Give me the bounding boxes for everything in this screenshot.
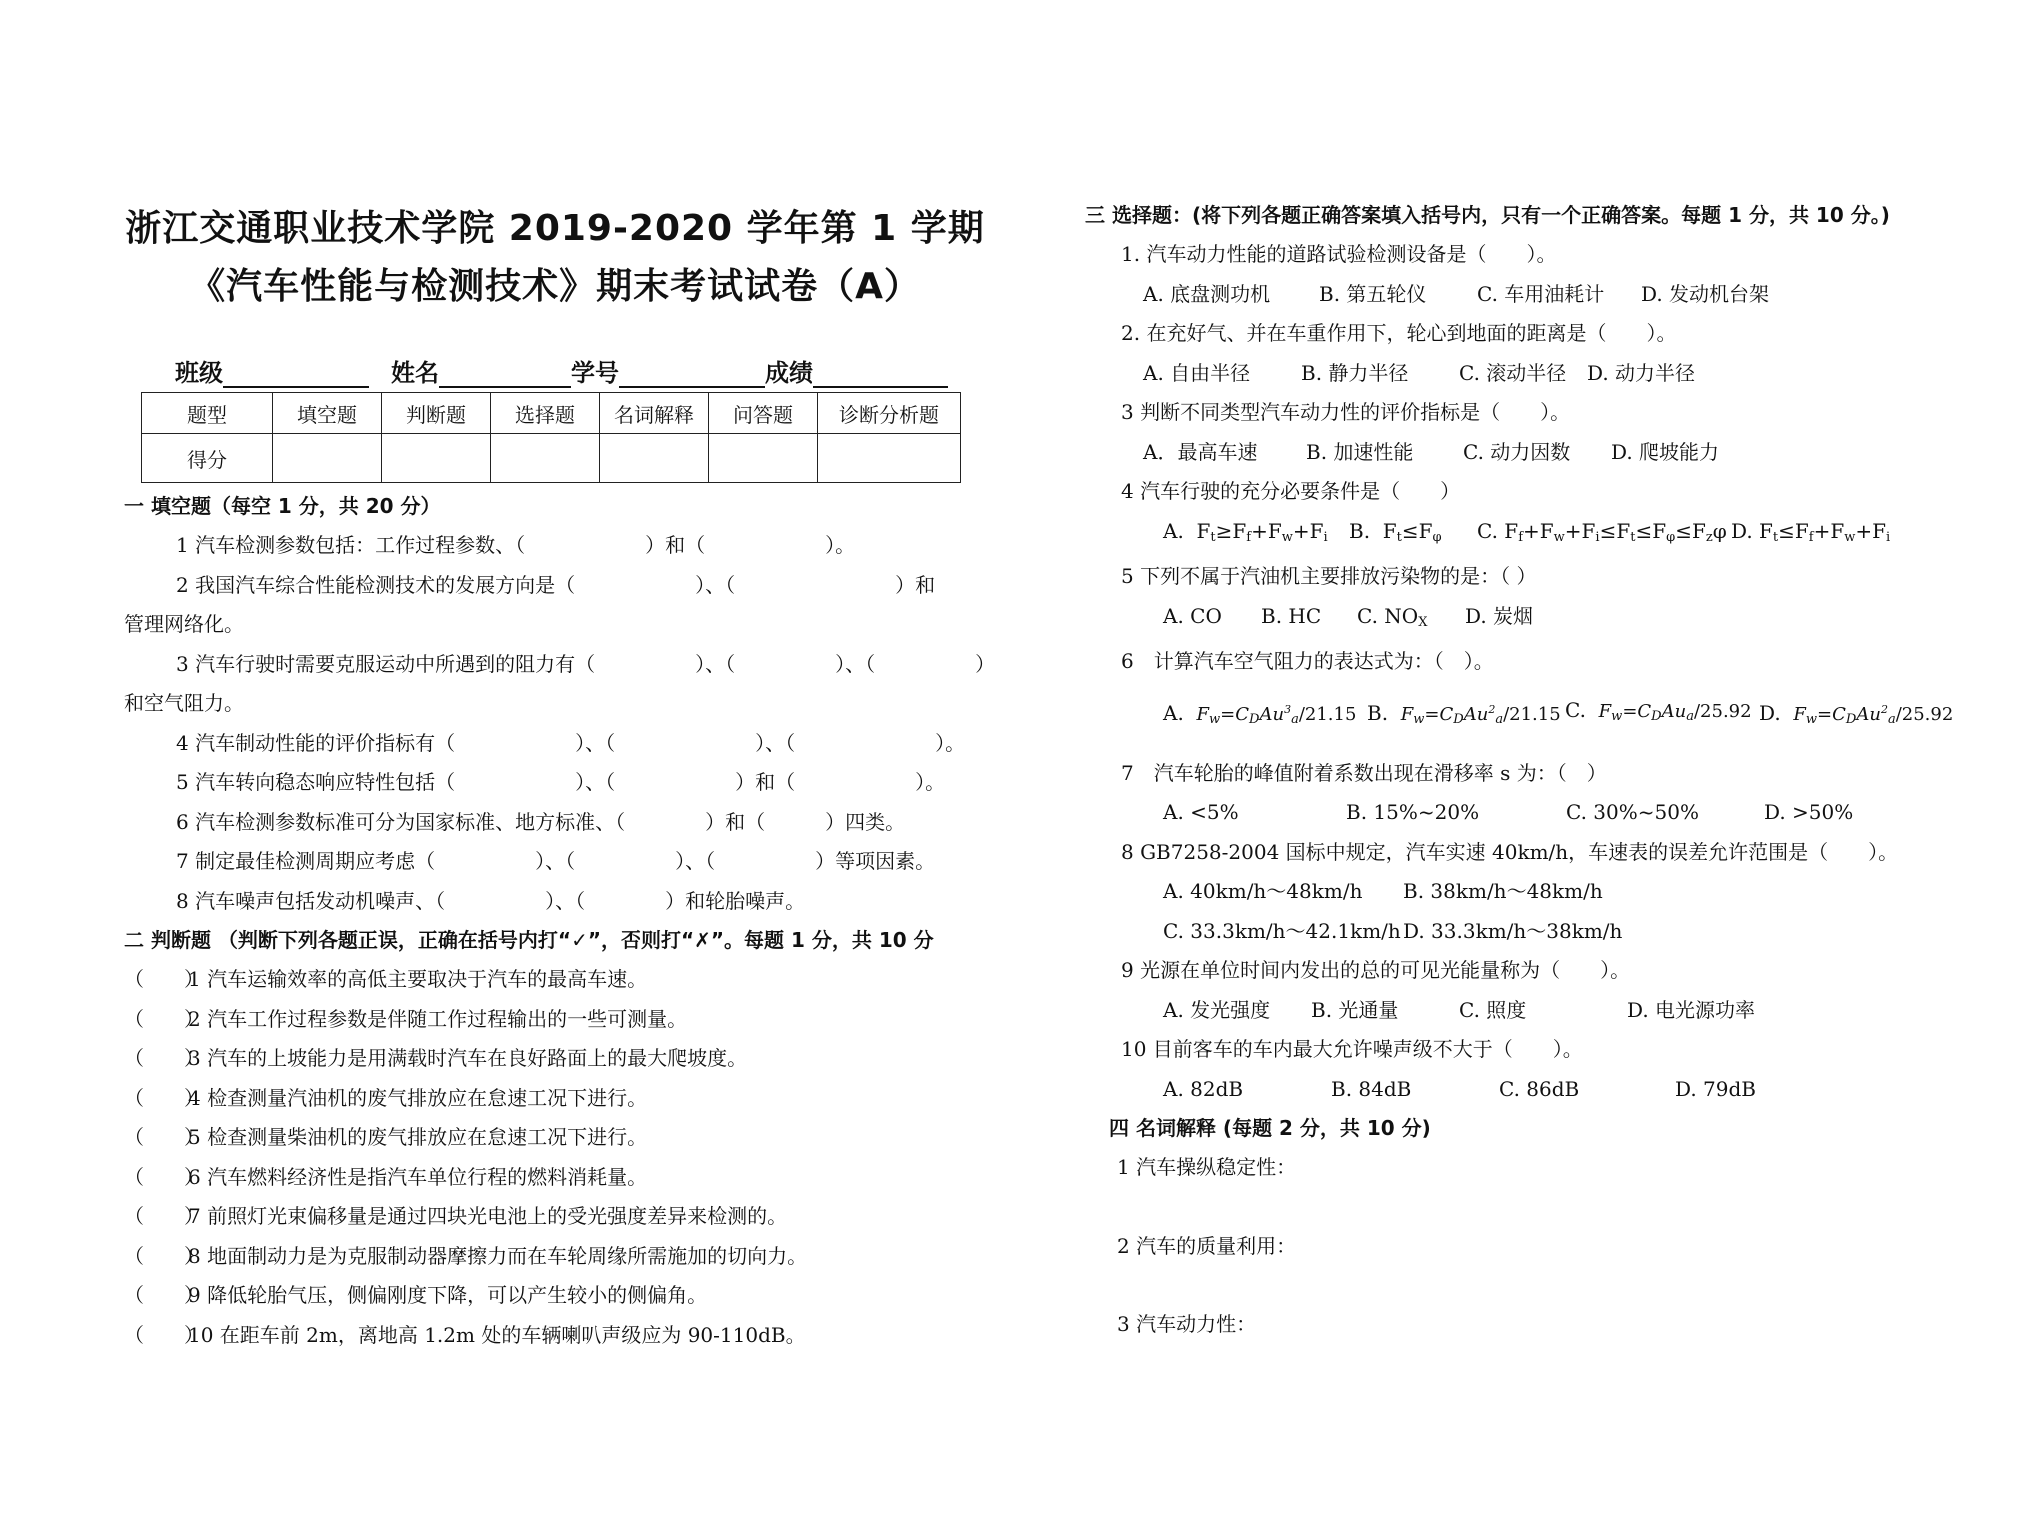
answer-paren[interactable]: （ ）: [124, 1046, 204, 1070]
tf-item: [124, 1316, 985, 1356]
section1-title: 一 填空题（每空 1 分，共 20 分）: [124, 494, 441, 518]
mc-option[interactable]: D. 33.3km/h～38km/h: [1403, 918, 1623, 943]
mc-option[interactable]: B. 84dB: [1331, 1076, 1412, 1101]
score-cell[interactable]: [709, 434, 818, 483]
option-letter: B.: [1367, 700, 1389, 725]
tf-item: [124, 1000, 985, 1040]
score-cell[interactable]: [491, 434, 600, 483]
fill-question: 3 汽车行驶时需要克服运动中所遇到的阻力有（ ）、（ ）、（ ）: [176, 651, 996, 676]
mc-option[interactable]: A. CO: [1163, 603, 1222, 628]
mc-question-stem: 2. 在充好气、并在车重作用下，轮心到地面的距离是（ ）。: [1121, 321, 1677, 345]
mc-option[interactable]: B. 加速性能: [1306, 439, 1414, 464]
name-label: 姓名: [391, 359, 439, 387]
mc-question-stem: 8 GB7258-2004 国标中规定，汽车实速 40km/h，车速表的误差允许范围是（ ）。: [1121, 839, 1899, 864]
answer-paren[interactable]: （ ）: [124, 1243, 204, 1268]
mc-option[interactable]: C. 车用油耗计: [1477, 281, 1605, 306]
mc-question-stem: 3 判断不同类型汽车动力性的评价指标是（ ）。: [1121, 400, 1571, 424]
section3-title: 三 选择题：(将下列各题正确答案填入括号内，只有一个正确答案。每题 1 分，共 10 分。): [1085, 203, 1890, 227]
term-question: 2 汽车的质量利用：: [1117, 1233, 1297, 1258]
mc-options: [1085, 1070, 1985, 1110]
formula-divisor: /25.92: [1895, 703, 1954, 725]
formula-divisor: /21.15: [1298, 703, 1357, 725]
mc-option[interactable]: B. HC: [1261, 603, 1322, 628]
tf-item: [124, 1237, 985, 1277]
mc-option[interactable]: A. Fw=CDAu$^3$a/21.15: [1163, 682, 1367, 748]
answer-paren[interactable]: （ ）: [124, 1204, 204, 1228]
option-letter: B.: [1349, 518, 1371, 543]
score-table-score-row: [142, 434, 961, 483]
mc-option[interactable]: D. 动力半径: [1587, 360, 1696, 385]
tf-item: [124, 1158, 985, 1198]
mc-option[interactable]: C. 30%~50%: [1566, 800, 1699, 824]
mc-question-stem: 5 下列不属于汽油机主要排放污染物的是：（ ）: [1121, 564, 1537, 588]
mc-option[interactable]: D. Fw=CDAu$^2$a/25.92: [1759, 682, 1953, 748]
mc-option[interactable]: D. 电光源功率: [1627, 997, 1756, 1022]
mc-option[interactable]: B. Fw=CDAu$^2$a/21.15: [1367, 682, 1565, 748]
table-header-cell: 题型: [142, 393, 273, 434]
mc-option[interactable]: A. Ft≥Ff+Fw+Fi: [1163, 512, 1349, 558]
tf-statement: 7 前照灯光束偏移量是通过四块光电池上的受光强度差异来检测的。: [188, 1204, 788, 1228]
option-letter: D.: [1731, 518, 1753, 543]
student-id-label: 学号: [571, 359, 619, 387]
mc-question-stem: 10 目前客车的车内最大允许噪声级不大于（ ）。: [1121, 1037, 1583, 1061]
mc-question-stem: 1. 汽车动力性能的道路试验检测设备是（ ）。: [1121, 242, 1557, 266]
score-row-label: 得分: [142, 434, 273, 483]
tf-statement: 3 汽车的上坡能力是用满载时汽车在良好路面上的最大爬坡度。: [188, 1046, 748, 1070]
class-label: 班级: [175, 359, 223, 387]
score-cell[interactable]: [600, 434, 709, 483]
answer-paren[interactable]: （ ）: [124, 967, 204, 991]
formula-divisor: /25.92: [1693, 700, 1752, 722]
mc-option[interactable]: D. >50%: [1764, 800, 1854, 824]
option-letter: A.: [1163, 518, 1184, 543]
tf-statement: 1 汽车运输效率的高低主要取决于汽车的最高车速。: [188, 967, 648, 991]
answer-space[interactable]: [1085, 1266, 1985, 1305]
tf-item: [124, 960, 985, 1000]
mc-option[interactable]: A. <5%: [1163, 800, 1239, 824]
mc-options: [1085, 912, 1985, 952]
fill-question-continued: 和空气阻力。: [124, 691, 244, 715]
formula-divisor: /21.15: [1503, 703, 1561, 725]
tf-statement: 6 汽车燃料经济性是指汽车单位行程的燃料消耗量。: [188, 1164, 648, 1189]
option-letter: C.: [1565, 697, 1586, 722]
option-text: C. NO: [1357, 603, 1419, 628]
answer-paren[interactable]: （ ）: [124, 1085, 204, 1110]
term-question: 3 汽车动力性：: [1117, 1312, 1257, 1336]
tf-item: [124, 1276, 985, 1316]
class-field[interactable]: [223, 360, 369, 388]
answer-paren[interactable]: （ ）: [124, 1164, 204, 1189]
fill-question: 6 汽车检测参数标准可分为国家标准、地方标准、（ ）和（ ）四类。: [176, 809, 906, 834]
mc-options: [1085, 682, 1985, 748]
option-letter: D.: [1759, 700, 1781, 725]
student-id-field[interactable]: [619, 360, 765, 388]
mc-option[interactable]: D. 发动机台架: [1641, 281, 1770, 306]
mc-option[interactable]: A. 82dB: [1163, 1076, 1244, 1101]
mc-options: [1085, 872, 1985, 912]
mc-option[interactable]: B. 15%~20%: [1346, 800, 1480, 824]
exam-title-line1: 浙江交通职业技术学院 2019-2020 学年第 1 学期: [125, 208, 985, 249]
answer-paren[interactable]: （ ）: [124, 1006, 204, 1031]
mc-option[interactable]: B. 第五轮仪: [1319, 281, 1427, 306]
mc-question-stem: 6 计算汽车空气阻力的表达式为：（ ）。: [1121, 649, 1494, 673]
tf-item: [124, 1079, 985, 1119]
right-column: [1085, 196, 1985, 1345]
mc-options: [1085, 433, 1985, 473]
exam-title-line2: 《汽车性能与检测技术》期末考试试卷（A）: [189, 266, 921, 307]
mc-option[interactable]: A. 发光强度: [1163, 997, 1271, 1022]
mc-options: [1085, 512, 1985, 558]
mc-option[interactable]: A．最高车速: [1143, 439, 1258, 464]
tf-item: [124, 1118, 985, 1158]
tf-statement: 2 汽车工作过程参数是伴随工作过程输出的一些可测量。: [188, 1006, 688, 1031]
mc-option[interactable]: C. 照度: [1459, 997, 1527, 1022]
table-header-cell: 选择题: [491, 393, 600, 434]
mc-option[interactable]: C. 86dB: [1499, 1076, 1580, 1101]
left-column: [124, 200, 996, 1355]
fill-question: 8 汽车噪声包括发动机噪声、（ ）、（ ）和轮胎噪声。: [176, 888, 806, 913]
answer-paren[interactable]: （ ）: [124, 1283, 204, 1307]
name-field[interactable]: [439, 360, 571, 388]
mc-option[interactable]: C. NOX: [1357, 597, 1465, 643]
mc-option[interactable]: B. 静力半径: [1301, 360, 1409, 385]
mc-question-stem: 4 汽车行驶的充分必要条件是（ ）: [1121, 479, 1461, 503]
mc-options: [1085, 275, 1985, 315]
tf-statement: 4 检查测量汽油机的废气排放应在怠速工况下进行。: [188, 1085, 648, 1110]
mc-question-stem: 7 汽车轮胎的峰值附着系数出现在滑移率 s 为：（ ）: [1121, 760, 1607, 785]
table-header-cell: 名词解释: [600, 393, 709, 434]
table-header-cell: 判断题: [382, 393, 491, 434]
answer-paren[interactable]: （ ）: [124, 1125, 204, 1149]
fill-question: 2 我国汽车综合性能检测技术的发展方向是（ ）、（ ）和: [176, 572, 936, 597]
mc-option[interactable]: D. 79dB: [1675, 1076, 1756, 1101]
mc-option[interactable]: D. Ft≤Ff+Fw+Fi: [1731, 512, 1890, 558]
section2-title: 二 判断题 （判断下列各题正误，正确在括号内打“✓”，否则打“✗”。每题 1 分，共 10 分: [124, 928, 934, 952]
score-table-header-row: [142, 393, 961, 434]
fill-question: 7 制定最佳检测周期应考虑（ ）、（ ）、（ ）等项因素。: [176, 849, 936, 873]
student-info-row: [175, 352, 985, 388]
mc-option[interactable]: C. 滚动半径: [1459, 360, 1567, 385]
fill-question-continued: 管理网络化。: [124, 612, 244, 636]
mc-option[interactable]: C. Ff+Fw+Fi≤Ft≤Fφ≤Fzφ: [1477, 512, 1731, 558]
mc-option[interactable]: A. 40km/h～48km/h: [1163, 879, 1363, 903]
mc-option[interactable]: D. 爬坡能力: [1611, 439, 1720, 464]
score-cell[interactable]: [273, 434, 382, 483]
score-cell[interactable]: [382, 434, 491, 483]
fill-question: 1 汽车检测参数包括：工作过程参数、（ ）和（ ）。: [176, 533, 856, 557]
mc-option[interactable]: C. 动力因数: [1463, 439, 1571, 464]
fill-question: 5 汽车转向稳态响应特性包括（ ）、（ ）和（ ）。: [176, 770, 946, 794]
score-field[interactable]: [813, 360, 948, 388]
mc-option[interactable]: B. Ft≤Fφ: [1349, 512, 1477, 558]
mc-option[interactable]: D. 炭烟: [1465, 603, 1534, 628]
tf-statement: 10 在距车前 2m，离地高 1.2m 处的车辆喇叭声级应为 90-110dB。: [188, 1322, 806, 1347]
mc-option[interactable]: B. 光通量: [1311, 997, 1399, 1022]
answer-paren[interactable]: （ ）: [124, 1322, 204, 1347]
table-header-cell: 诊断分析题: [818, 393, 961, 434]
fill-question: 4 汽车制动性能的评价指标有（ ）、（ ）、（ ）。: [176, 730, 966, 755]
mc-option[interactable]: A. 底盘测功机: [1143, 281, 1271, 306]
table-header-cell: 问答题: [709, 393, 818, 434]
tf-item: [124, 1197, 985, 1237]
score-table: [141, 392, 961, 483]
score-cell[interactable]: [818, 434, 961, 483]
mc-option[interactable]: B. 38km/h～48km/h: [1403, 879, 1603, 903]
tf-statement: 9 降低轮胎气压，侧偏刚度下降，可以产生较小的侧偏角。: [188, 1283, 708, 1307]
tf-item: [124, 1039, 985, 1079]
mc-question-stem: 9 光源在单位时间内发出的总的可见光能量称为（ ）。: [1121, 958, 1631, 982]
tf-statement: 5 检查测量柴油机的废气排放应在怠速工况下进行。: [188, 1125, 648, 1149]
mc-options: [1085, 991, 1985, 1031]
score-label: 成绩: [765, 359, 813, 387]
tf-statement: 8 地面制动力是为克服制动器摩擦力而在车轮周缘所需施加的切向力。: [188, 1243, 808, 1268]
mc-options: [1085, 597, 1985, 643]
mc-option[interactable]: C. 33.3km/h～42.1km/h: [1163, 918, 1401, 943]
mc-options: [1085, 354, 1985, 394]
mc-options: [1085, 793, 1985, 833]
option-letter: A.: [1163, 700, 1184, 725]
mc-option[interactable]: C. Fw=CDAua/25.92: [1565, 682, 1759, 748]
term-question: 1 汽车操纵稳定性：: [1117, 1155, 1297, 1179]
table-header-cell: 填空题: [273, 393, 382, 434]
option-letter: C.: [1477, 518, 1498, 543]
answer-space[interactable]: [1085, 1188, 1985, 1227]
section4-title: 四 名词解释 (每题 2 分，共 10 分): [1109, 1116, 1431, 1140]
mc-option[interactable]: A. 自由半径: [1143, 360, 1251, 385]
